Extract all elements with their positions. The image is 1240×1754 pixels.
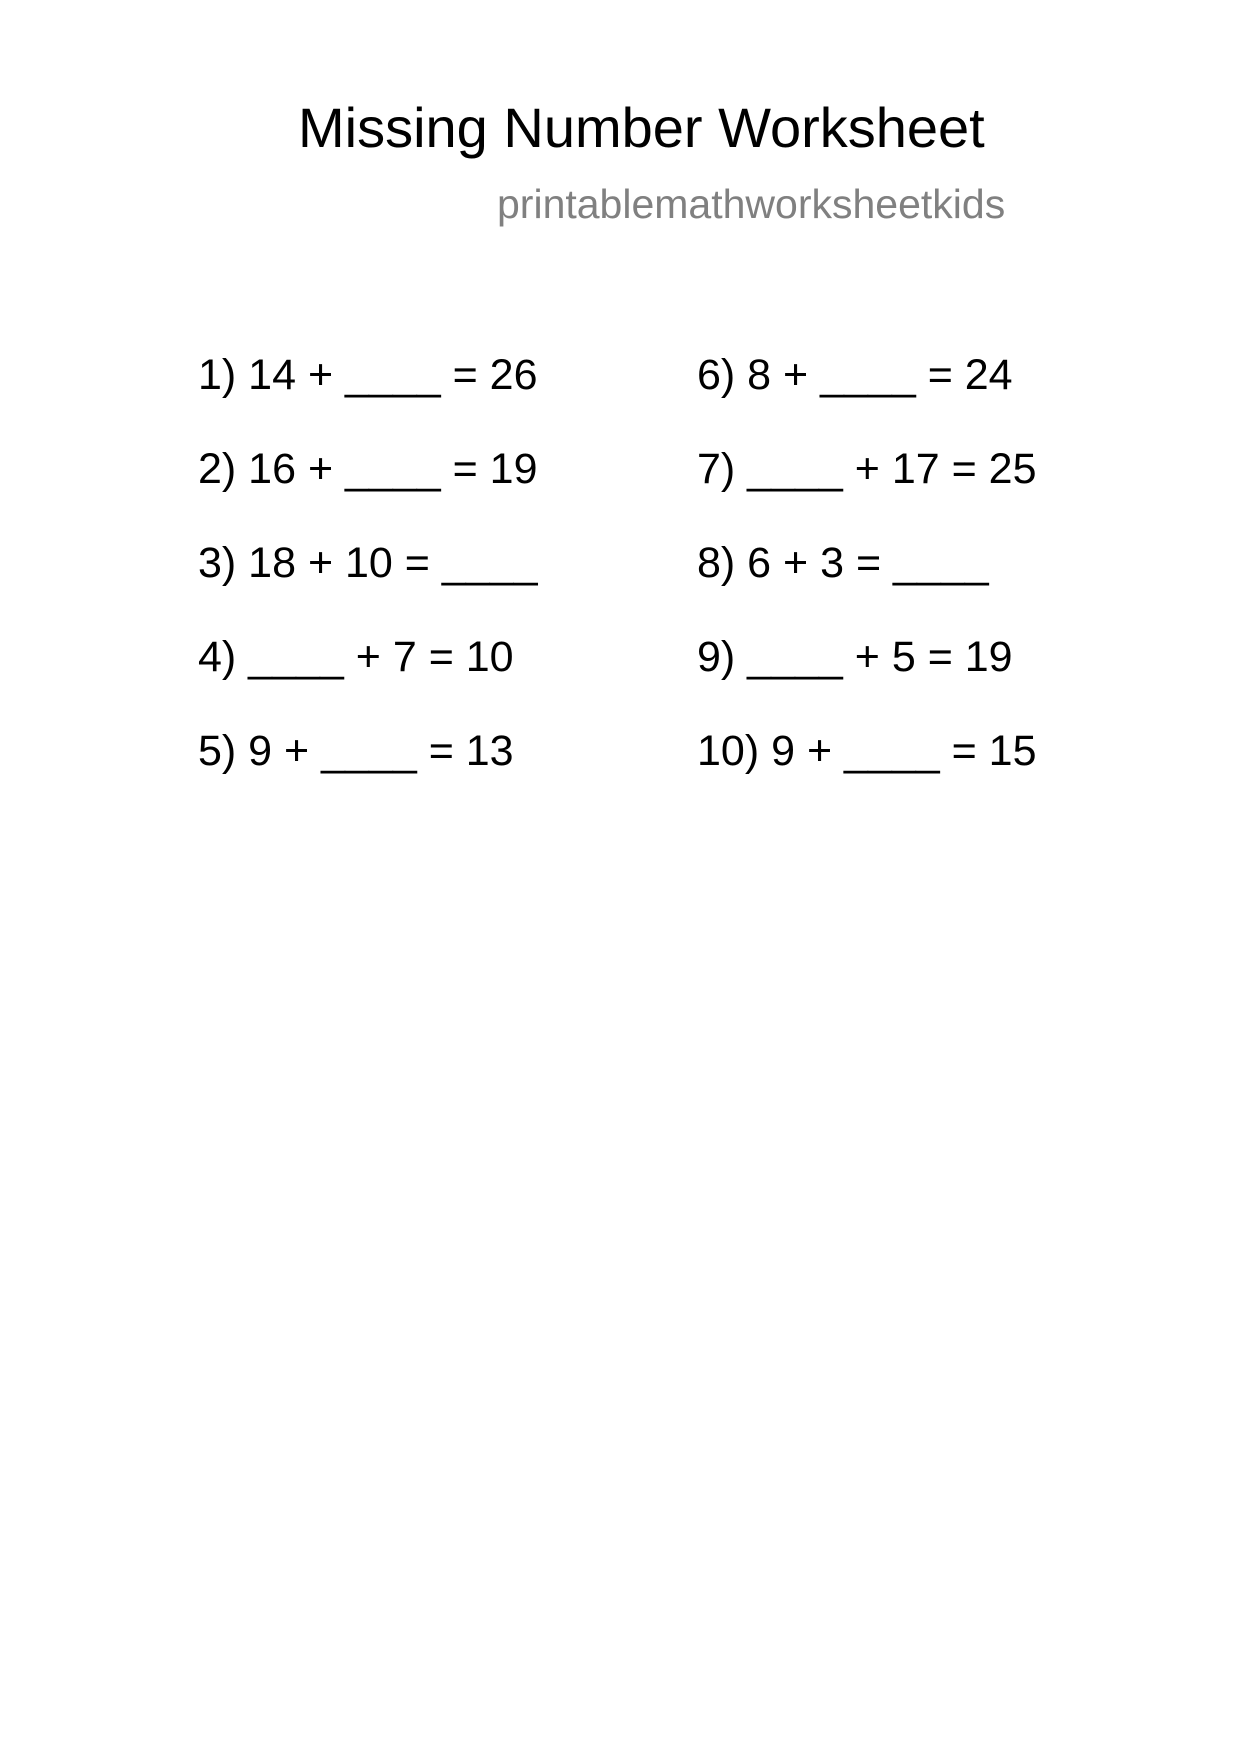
problem-2: 2) 16 + ____ = 19: [198, 445, 538, 493]
problem-6: 6) 8 + ____ = 24: [697, 351, 1013, 399]
worksheet-title: Missing Number Worksheet: [298, 96, 985, 159]
worksheet-source: printablemathworksheetkids: [497, 181, 1006, 227]
problem-8: 8) 6 + 3 = ____: [697, 539, 989, 587]
problem-3: 3) 18 + 10 = ____: [198, 539, 538, 587]
problem-10: 10) 9 + ____ = 15: [697, 727, 1037, 775]
problem-1: 1) 14 + ____ = 26: [198, 351, 538, 399]
problem-9: 9) ____ + 5 = 19: [697, 633, 1013, 681]
problem-7: 7) ____ + 17 = 25: [697, 445, 1037, 493]
problem-5: 5) 9 + ____ = 13: [198, 727, 514, 775]
problem-4: 4) ____ + 7 = 10: [198, 633, 514, 681]
